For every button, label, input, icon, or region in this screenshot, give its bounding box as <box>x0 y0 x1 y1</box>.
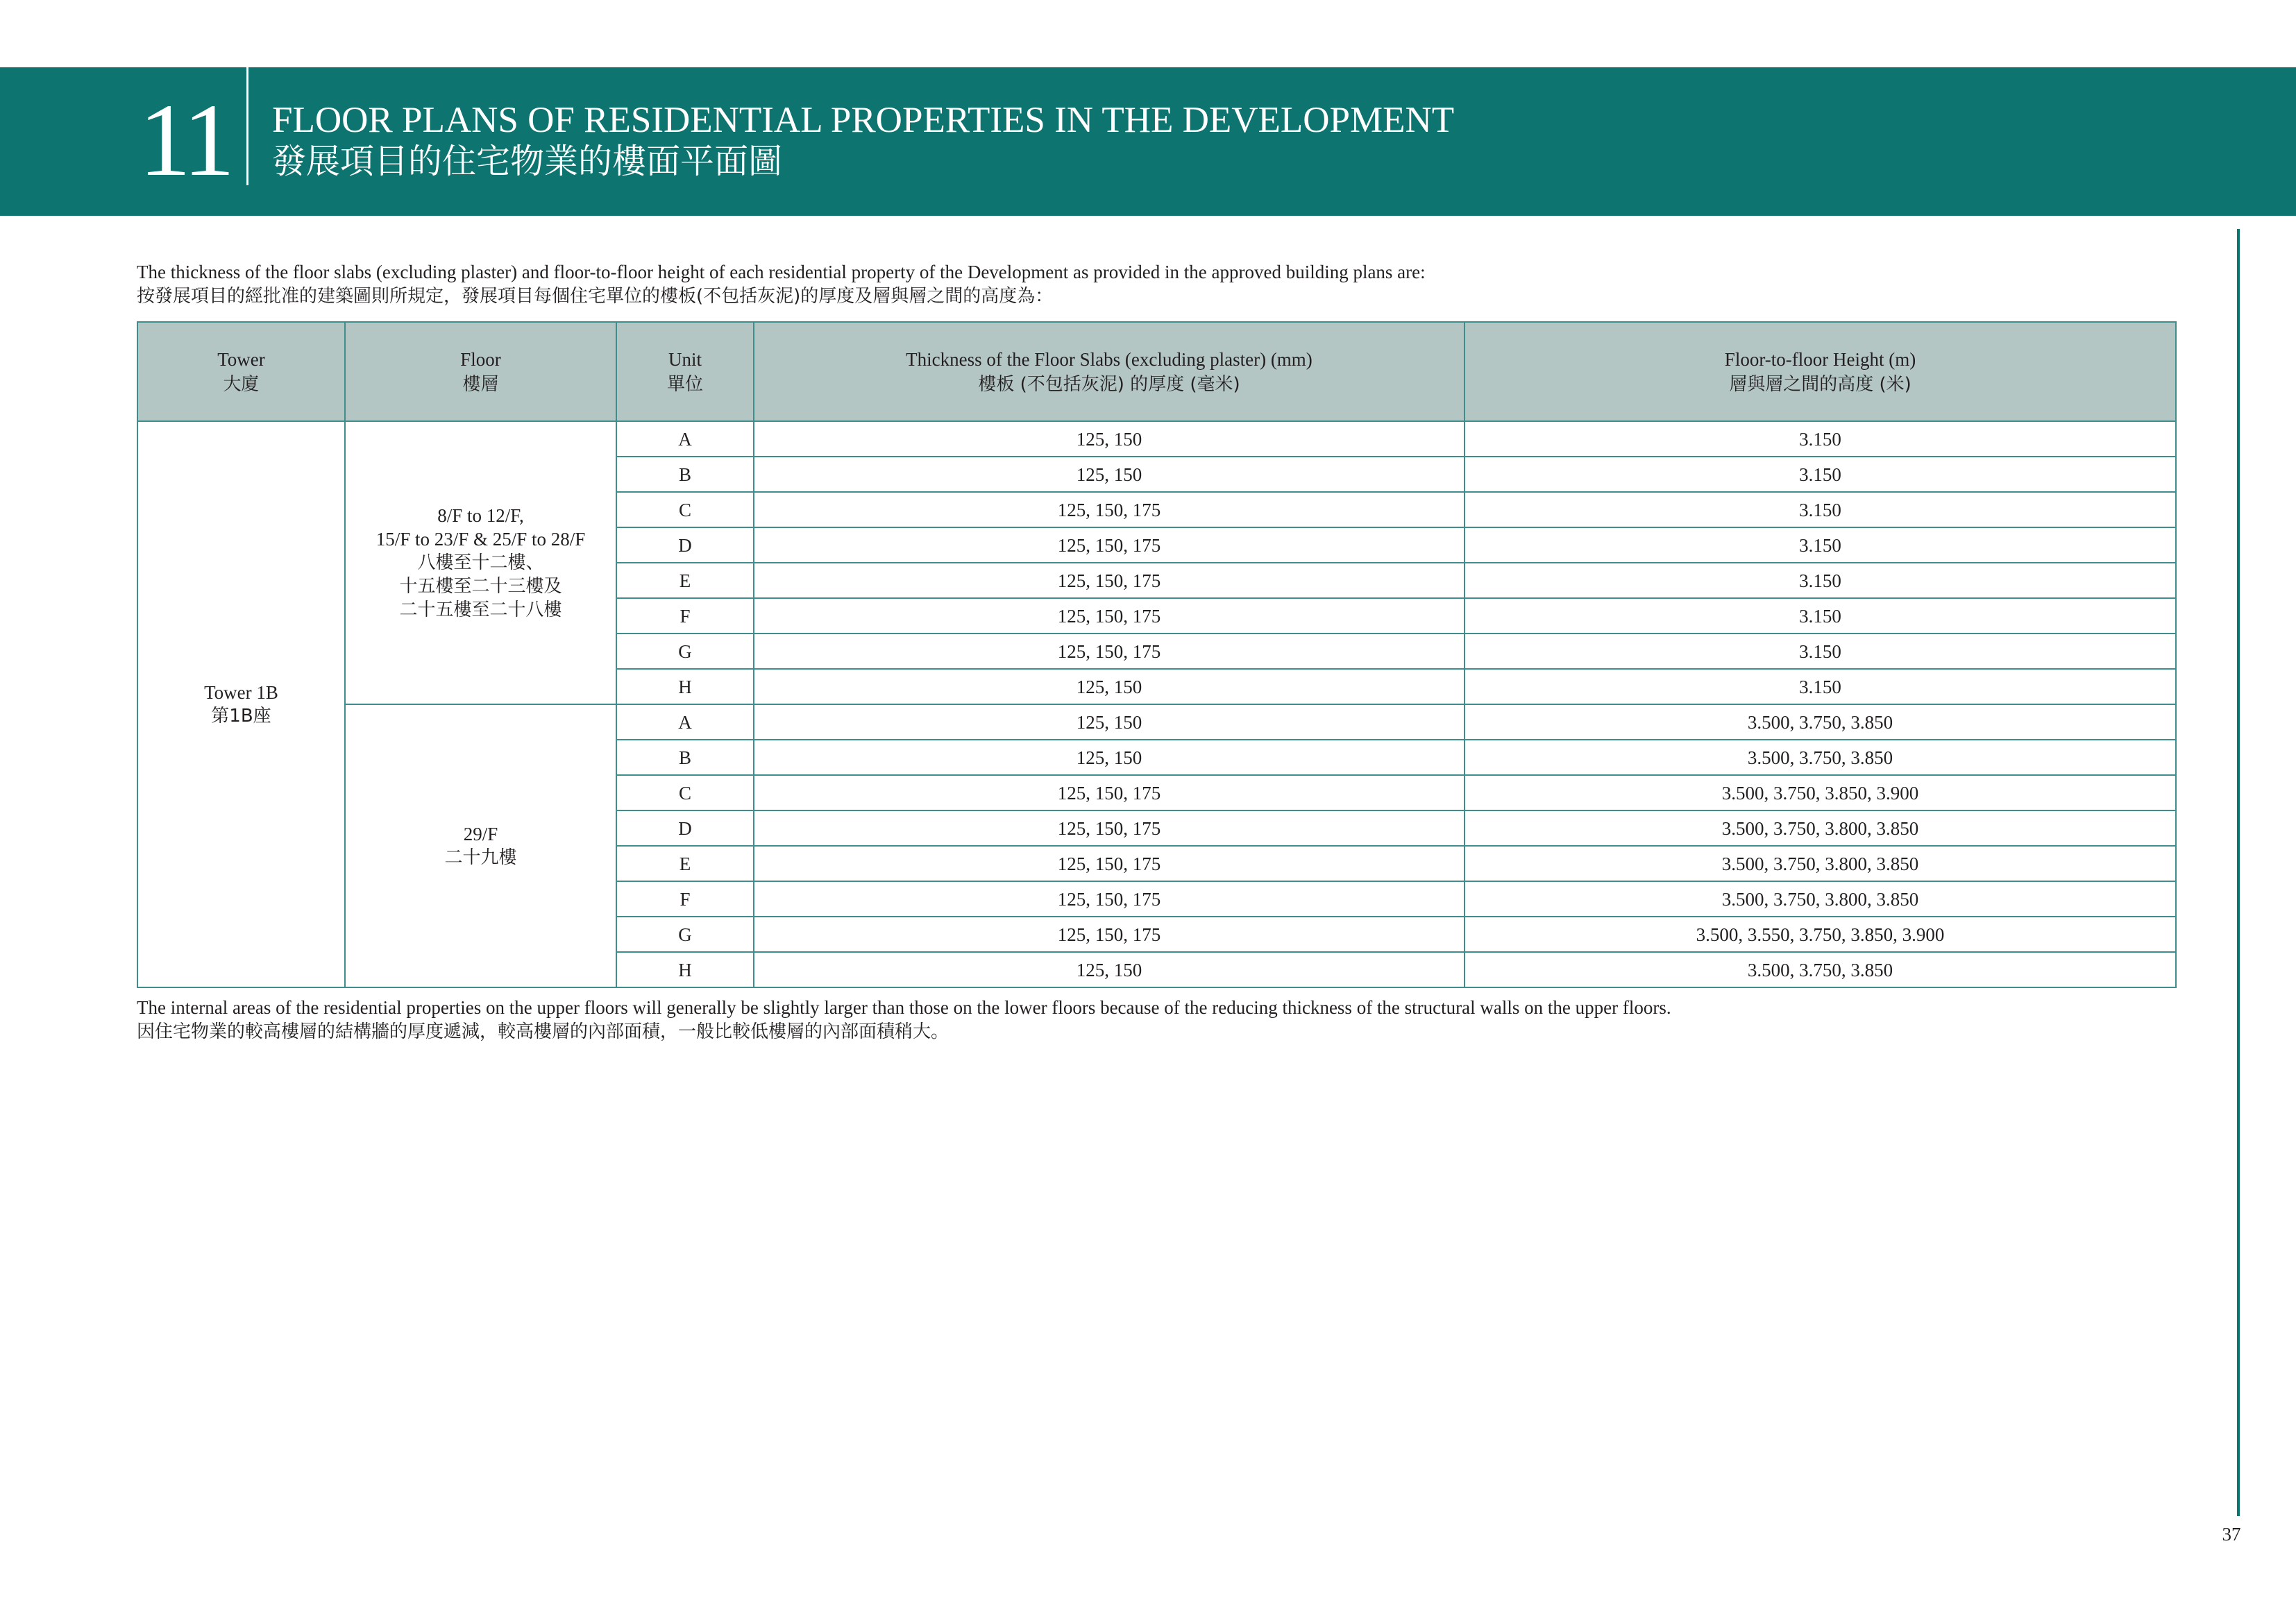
unit-cell: D <box>616 527 754 563</box>
floor-height-cell: 3.150 <box>1464 598 2176 634</box>
header-slab-thickness <box>754 322 1464 421</box>
tower-label-zh: 第1B座 <box>211 706 271 726</box>
table-header-row <box>137 322 2176 421</box>
slab-thickness-cell: 125, 150 <box>754 952 1464 987</box>
unit-cell: H <box>616 669 754 704</box>
header-divider <box>246 67 248 185</box>
footnote-text-zh: 因住宅物業的較高樓層的結構牆的厚度遞減，較高樓層的內部面積，一般比較低樓層的內部面積稍大。 <box>137 1021 949 1042</box>
header-unit <box>616 322 754 421</box>
slab-thickness-cell: 125, 150 <box>754 421 1464 457</box>
floor-line: 十五樓至二十三樓及 <box>399 576 562 597</box>
floor-height-cell: 3.150 <box>1464 563 2176 598</box>
header-floor <box>345 322 616 421</box>
unit-cell: H <box>616 952 754 987</box>
slab-thickness-cell: 125, 150 <box>754 457 1464 492</box>
unit-cell: E <box>616 563 754 598</box>
floor-height-cell: 3.150 <box>1464 669 2176 704</box>
unit-cell: D <box>616 810 754 846</box>
header-label-en: Floor <box>460 348 501 370</box>
slab-thickness-cell: 125, 150, 175 <box>754 917 1464 952</box>
floor-height-cell: 3.500, 3.550, 3.750, 3.850, 3.900 <box>1464 917 2176 952</box>
slab-thickness-cell: 125, 150 <box>754 669 1464 704</box>
floor-height-cell: 3.150 <box>1464 457 2176 492</box>
floor-height-cell: 3.500, 3.750, 3.850, 3.900 <box>1464 775 2176 810</box>
unit-cell: B <box>616 740 754 775</box>
header-label-en: Unit <box>668 348 702 370</box>
floor-line: 二十五樓至二十八樓 <box>399 600 562 620</box>
slab-thickness-cell: 125, 150, 175 <box>754 492 1464 527</box>
floor-line: 15/F to 23/F & 25/F to 28/F <box>375 529 586 550</box>
footnote-text-en: The internal areas of the residential properties on the upper floors will generally be slightly larger than those on the lower floors because of the reducing thickness of the structural walls on the upper floors. <box>137 997 1671 1018</box>
slab-thickness-cell: 125, 150, 175 <box>754 634 1464 669</box>
slab-thickness-cell: 125, 150, 175 <box>754 775 1464 810</box>
floor-height-cell: 3.500, 3.750, 3.850 <box>1464 704 2176 740</box>
floor-line: 8/F to 12/F, <box>437 505 524 526</box>
floor-height-cell: 3.150 <box>1464 492 2176 527</box>
floor-height-cell: 3.500, 3.750, 3.800, 3.850 <box>1464 881 2176 917</box>
header-label-en: Tower <box>217 348 265 370</box>
floor-line: 八樓至十二樓、 <box>417 552 544 573</box>
floor-height-cell: 3.500, 3.750, 3.850 <box>1464 952 2176 987</box>
slab-thickness-cell: 125, 150, 175 <box>754 810 1464 846</box>
unit-cell: B <box>616 457 754 492</box>
header-label-en: Floor-to-floor Height (m) <box>1724 348 1916 370</box>
page-title-zh: 發展項目的住宅物業的樓面平面圖 <box>272 142 783 181</box>
unit-cell: A <box>616 421 754 457</box>
page-title-en: FLOOR PLANS OF RESIDENTIAL PROPERTIES IN THE DEVELOPMENT <box>272 100 1455 140</box>
unit-cell: F <box>616 598 754 634</box>
table-row <box>137 704 2176 740</box>
floor-cell <box>345 421 616 704</box>
header-label-zh: 樓層 <box>462 373 499 395</box>
unit-cell: E <box>616 846 754 881</box>
header-label-zh: 單位 <box>666 373 703 395</box>
header-floor-height <box>1464 322 2176 421</box>
section-number: 11 <box>139 83 231 198</box>
slab-thickness-cell: 125, 150, 175 <box>754 598 1464 634</box>
unit-cell: F <box>616 881 754 917</box>
floor-height-cell: 3.500, 3.750, 3.800, 3.850 <box>1464 810 2176 846</box>
floor-height-cell: 3.150 <box>1464 421 2176 457</box>
unit-cell: C <box>616 492 754 527</box>
unit-cell: G <box>616 917 754 952</box>
floor-height-cell: 3.150 <box>1464 634 2176 669</box>
slab-thickness-cell: 125, 150, 175 <box>754 846 1464 881</box>
page-number: 37 <box>2222 1524 2241 1545</box>
tower-cell <box>137 421 345 987</box>
slab-thickness-cell: 125, 150 <box>754 704 1464 740</box>
header-label-zh: 樓板 (不包括灰泥) 的厚度 (毫米) <box>978 373 1240 395</box>
floor-line: 二十九樓 <box>444 847 517 868</box>
side-rule <box>2237 229 2240 1516</box>
intro-text-en: The thickness of the floor slabs (excluding plaster) and floor-to-floor height of each residential property of the Development as provided in the approved building plans are: <box>137 262 1426 282</box>
floor-height-cell: 3.500, 3.750, 3.800, 3.850 <box>1464 846 2176 881</box>
floor-cell <box>345 704 616 987</box>
unit-cell: A <box>616 704 754 740</box>
floor-height-cell: 3.150 <box>1464 527 2176 563</box>
unit-cell: C <box>616 775 754 810</box>
header-label-en: Thickness of the Floor Slabs (excluding plaster) (mm) <box>906 348 1312 370</box>
slab-thickness-cell: 125, 150, 175 <box>754 881 1464 917</box>
table-body <box>137 421 2176 987</box>
floor-height-cell: 3.500, 3.750, 3.850 <box>1464 740 2176 775</box>
slab-thickness-cell: 125, 150, 175 <box>754 527 1464 563</box>
slab-thickness-cell: 125, 150, 175 <box>754 563 1464 598</box>
table-row <box>137 421 2176 457</box>
header-tower <box>137 322 345 421</box>
intro-text-zh: 按發展項目的經批准的建築圖則所規定，發展項目每個住宅單位的樓板(不包括灰泥)的厚度及層與層之間的高度為： <box>137 286 1054 307</box>
floor-line: 29/F <box>463 824 498 844</box>
header-label-zh: 大廈 <box>223 373 260 395</box>
unit-cell: G <box>616 634 754 669</box>
floor-specification-table <box>137 321 2177 988</box>
header-label-zh: 層與層之間的高度 (米) <box>1729 373 1911 395</box>
slab-thickness-cell: 125, 150 <box>754 740 1464 775</box>
tower-label-en: Tower 1B <box>204 682 278 703</box>
